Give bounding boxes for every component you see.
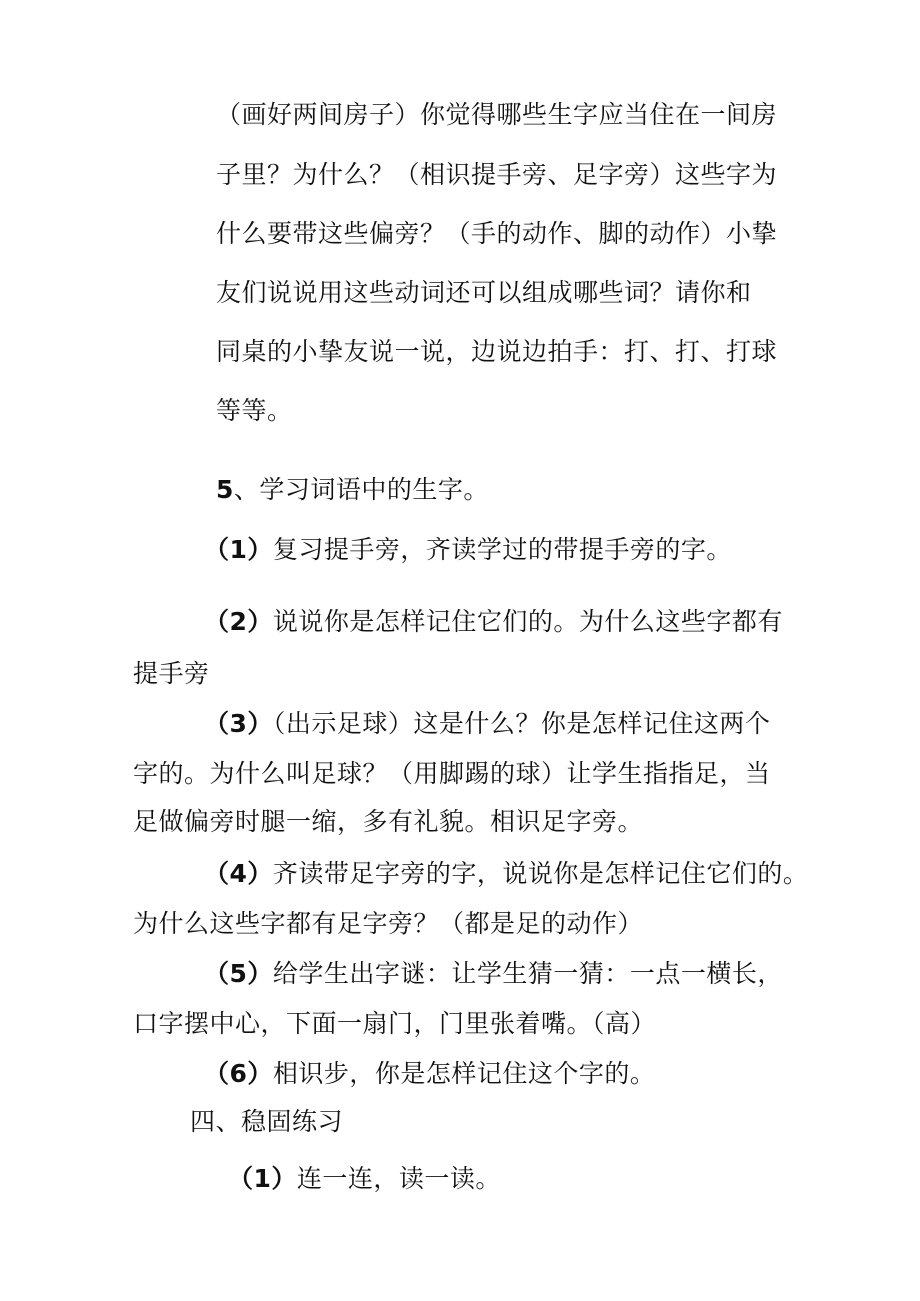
item-text: 给学生出字谜：让学生猜一猜：一点一横长， (272, 959, 783, 988)
paragraph-line: （画好两间房子）你觉得哪些生字应当住在一间房 (216, 100, 778, 129)
list-item (204, 607, 783, 637)
paragraph-line: 什么要带这些偏旁？（手的动作、脚的动作）小挚 (216, 219, 778, 248)
item-text: 齐读带足字旁的字，说说你是怎样记住它们的。 (272, 859, 809, 888)
list-item (204, 535, 732, 565)
list-item (204, 709, 770, 739)
paragraph-line: 子里？为什么？（相识提手旁、足字旁）这些字为 (216, 160, 778, 189)
item-continuation: 口字摆中心，下面一扇门，门里张着嘴。（高） (133, 1009, 657, 1038)
item-number: （4） (204, 859, 273, 888)
section-heading: 四、稳固练习 (190, 1107, 344, 1136)
step-text: 、学习词语中的生字。 (233, 475, 489, 504)
item-text: 说说你是怎样记住它们的。为什么这些字都有 (272, 607, 783, 636)
item-number: （1） (204, 535, 273, 564)
item-number: （2） (204, 607, 273, 636)
exercise-item (228, 1164, 501, 1194)
paragraph-line: 同桌的小挚友说一说，边说边拍手：打、打、打球 (216, 337, 778, 366)
item-continuation: 提手旁 (133, 659, 210, 688)
exercise-text: 连一连，读一读。 (296, 1164, 501, 1193)
list-item (204, 959, 783, 989)
paragraph-line: 等等。 (216, 396, 293, 425)
item-continuation: 字的。为什么叫足球？（用脚踢的球）让学生指指足，当 (133, 759, 771, 788)
paragraph-line: 友们说说用这些动词还可以组成哪些词？请你和 (216, 278, 752, 307)
step-heading (216, 475, 489, 505)
item-number: （5） (204, 959, 273, 988)
item-text: 相识步，你是怎样记住这个字的。 (272, 1059, 656, 1088)
item-text: （出示足球）这是什么？你是怎样记住这两个 (272, 709, 771, 738)
item-number: （3） (204, 709, 273, 738)
item-continuation: 足做偏旁时腿一缩，多有礼貌。相识足字旁。 (133, 807, 644, 836)
item-number: （6） (204, 1059, 273, 1088)
list-item (204, 859, 808, 889)
step-number: 5 (216, 475, 234, 504)
list-item (204, 1059, 655, 1089)
item-text: 复习提手旁，齐读学过的带提手旁的字。 (272, 535, 732, 564)
item-continuation: 为什么这些字都有足字旁？（都是足的动作） (133, 909, 644, 938)
exercise-number: （1） (228, 1164, 297, 1193)
